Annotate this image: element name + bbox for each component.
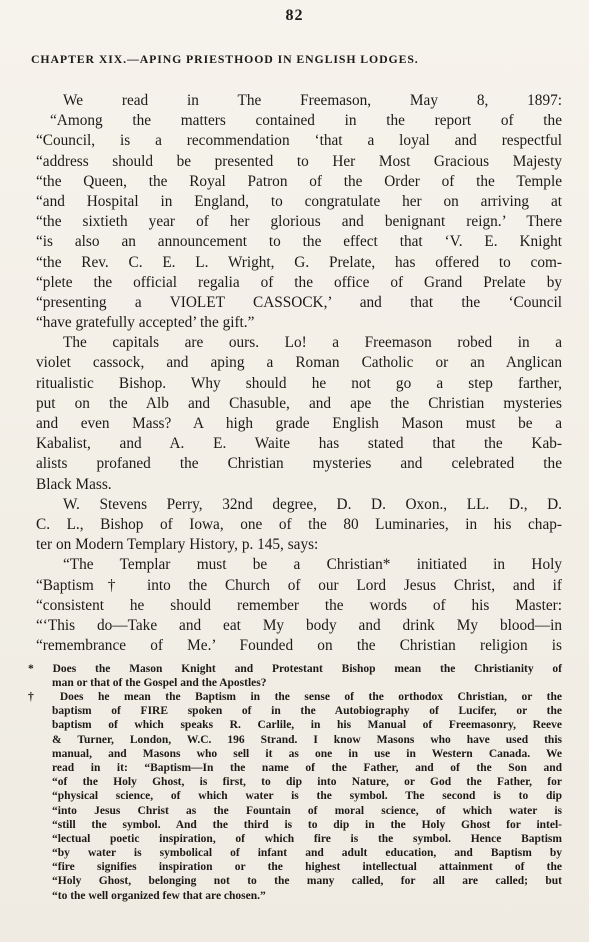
footnote-asterisk [28,662,562,690]
body-line: “address should be presented to Her Most Gracious Majesty [36,152,562,170]
footnote-line: “of the Holy Ghost, is first, to dip into Nature, or God the Father, for [52,776,562,789]
body-text [36,91,562,656]
chapter-title: CHAPTER XIX.—APING PRIESTHOOD IN ENGLISH LODGES. [31,52,419,66]
body-line: C. L., Bishop of Iowa, one of the 80 Luminaries, in his chap- [36,515,562,533]
body-line: We read in The Freemason, May 8, 1897: [63,92,562,109]
footnote-line: manual, and Masons who sell it as one in use in Western Canada. We [52,747,562,760]
body-line: The capitals are ours. Lo! a Freemason robed in a [63,334,562,352]
body-line: “The Templar must be a Christian* initiated in Holy [63,556,562,574]
body-line: ter on Modern Templary History, p. 145, says: [36,536,319,554]
footnote-line: “physical science, of which water is the symbol. The second is to dip [52,790,562,803]
body-line: violet cassock, and aping a Roman Catholic or an Anglican [36,354,562,372]
body-line: “the sixtieth year of her glorious and benignant reign.’ There [36,213,562,231]
footnote-line: * Does the Mason Knight and Protestant Bishop mean the Christianity of [28,663,562,675]
footnote-line: “to the well organized few that are chosen.” [52,889,266,902]
body-line: “have gratefully accepted’ the gift.” [36,314,255,332]
body-line: “and Hospital in England, to congratulate her on arriving at [36,192,562,210]
body-line: “the Rev. C. E. L. Wright, G. Prelate, has offered to com- [36,253,562,271]
footnote-dagger [28,690,562,903]
body-line: “remembrance of Me.’ Founded on the Christian religion is [36,637,562,655]
body-line: “is also an announcement to the effect that ‘V. E. Knight [36,233,562,251]
body-line: and even Mass? A high grade English Mason must be a [36,415,562,432]
body-line: alists profaned the Christian mysteries and celebrated the [36,455,562,473]
body-line: “Baptism† into the Church of our Lord Jesus Christ, and if [36,576,562,594]
body-line: “plete the official regalia of the office of Grand Prelate by [36,273,562,291]
footnote-line: “into Jesus Christ as the Fountain of moral science, of which water is [52,804,562,817]
footnote-line: man or that of the Gospel and the Apostles? [52,677,267,690]
footnote-line: “fire signifies inspiration or the highest intellectual attainment of the [52,861,562,874]
footnote-line: † Does he mean the Baptism in the sense of the orthodox Christian, or the [28,691,562,703]
body-line: ritualistic Bishop. Why should he not go a step farther, [36,374,562,392]
footnote-line: “still the symbol. And the third is to dip in the Holy Ghost for intel- [52,818,562,831]
body-line: W. Stevens Perry, 32nd degree, D. D. Oxon., LL. D., D. [63,495,562,513]
body-line: “Council, is a recommendation ‘that a loyal and respectful [36,132,562,150]
footnote-line: “by water is symbolical of infant and adult education, and Baptism by [52,847,562,860]
body-line: “presenting a VIOLET CASSOCK,’ and that the ‘Council [36,293,562,311]
page-number: 82 [285,7,304,24]
body-line: “consistent he should remember the words of his Master: [36,596,562,614]
footnote-line: “Holy Ghost, belonging not to the many called, for all are called; but [52,875,562,888]
body-line: “the Queen, the Royal Patron of the Order of the Temple [36,172,562,190]
footnote-line: baptism of which speaks R. Carlile, in his Manual of Freemasonry, Reeve [52,719,562,732]
footnote-line: read in it: “Baptism—In the name of the Father, and of the Son and [52,761,562,774]
body-line: put on the Alb and Chasuble, and ape the Christian mysteries [36,394,562,412]
footnote-line: & Turner, London, W.C. 196 Strand. I know Masons who have used this [52,733,562,746]
body-line: Black Mass. [36,475,112,493]
footnote-line: “lectual poetic inspiration, of which fire is the symbol. Hence Baptism [52,832,562,845]
body-line: “‘This do—Take and eat My body and drink My blood—in [36,616,562,634]
body-line: “Among the matters contained in the report of the [50,112,562,130]
footnote-line: baptism of FIRE spoken of in the Autobiography of Lucifer, or the [52,705,562,718]
body-line: Kabalist, and A. E. Waite has stated that the Kab- [36,435,562,453]
